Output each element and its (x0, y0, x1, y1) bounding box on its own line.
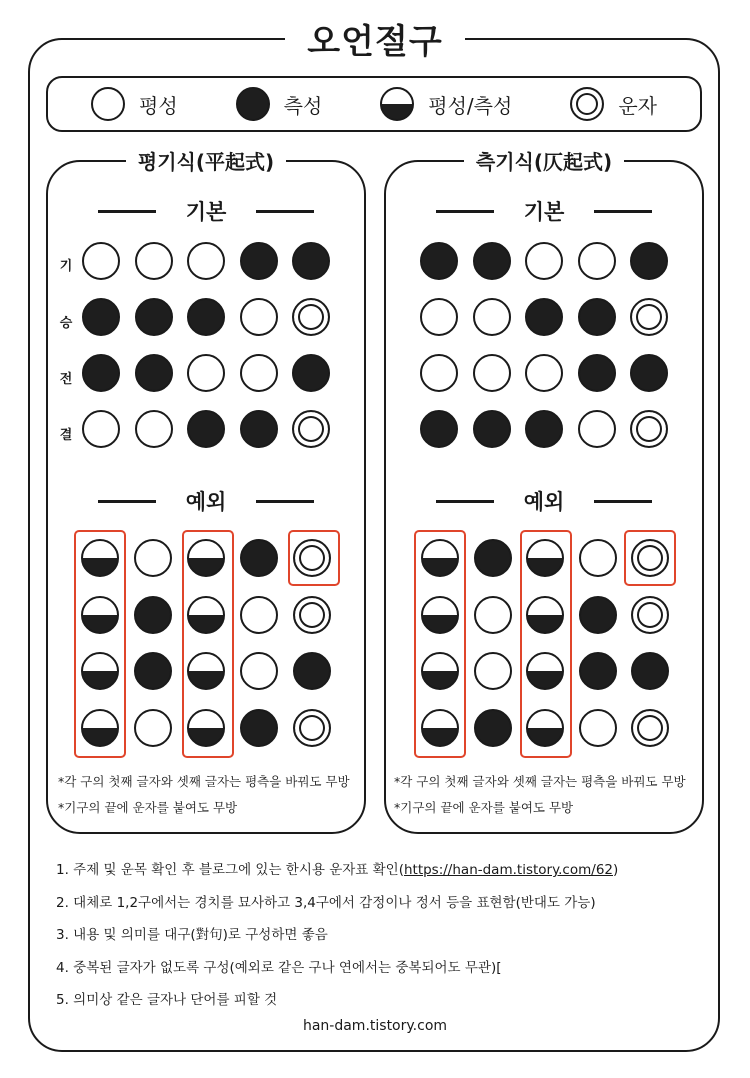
note: *각 구의 첫째 글자와 셋째 글자는 평측을 바꿔도 무방 (58, 774, 350, 789)
ze-circle-icon (134, 652, 172, 690)
rhyme-circle-icon (630, 298, 668, 336)
rhyme-circle-icon (631, 596, 669, 634)
ze-circle-icon (240, 709, 278, 747)
legend-label: 평성 (139, 93, 178, 118)
ze-circle-icon (630, 242, 668, 280)
ze-circle-icon (631, 652, 669, 690)
legend-item-half (380, 87, 512, 121)
half-circle-icon (81, 652, 119, 690)
ze-circle-icon (474, 709, 512, 747)
ping-circle-icon (579, 709, 617, 747)
row-label-gyeol: 결 (59, 428, 73, 443)
ze-circle-icon (525, 410, 563, 448)
ze-circle-icon (578, 354, 616, 392)
panel-title-wrap (48, 146, 364, 175)
rhyme-circle-icon (631, 709, 669, 747)
half-circle-icon (526, 709, 564, 747)
half-circle-icon (526, 539, 564, 577)
ping-circle-icon (474, 596, 512, 634)
legend-label: 평성/측성 (428, 93, 513, 118)
half-circle-icon (81, 596, 119, 634)
ze-circle-icon (473, 242, 511, 280)
ze-circle-icon (292, 242, 330, 280)
ze-circle-icon (187, 410, 225, 448)
row-label-seung: 승 (59, 316, 73, 331)
rule-text: 1. 주제 및 운목 확인 후 블로그에 있는 한시용 운자표 확인( (56, 862, 404, 878)
ping-circle-icon (579, 539, 617, 577)
rhyme-circle-icon (292, 298, 330, 336)
divider-line (256, 500, 314, 503)
ping-circle-icon (187, 354, 225, 392)
half-circle-icon (187, 652, 225, 690)
rhyme-circle-icon (570, 87, 604, 121)
ze-circle-icon (236, 87, 270, 121)
rule-item: 3. 내용 및 의미를 대구(對句)로 구성하면 좋음 (56, 927, 328, 943)
ze-circle-icon (525, 298, 563, 336)
ping-circle-icon (240, 298, 278, 336)
basic-section-title: 기본 (523, 200, 565, 224)
ping-circle-icon (135, 410, 173, 448)
rule-item: 5. 의미상 같은 글자나 단어를 피할 것 (56, 992, 278, 1008)
ping-circle-icon (473, 298, 511, 336)
ping-circle-icon (525, 242, 563, 280)
ze-circle-icon (474, 539, 512, 577)
panel-cheukgi (384, 150, 704, 834)
row-label-gi: 기 (59, 259, 73, 274)
panel-title-wrap (386, 146, 702, 175)
ze-circle-icon (82, 298, 120, 336)
rhyme-circle-icon (292, 410, 330, 448)
legend-item-ping (91, 87, 178, 121)
rule-item (56, 860, 696, 893)
legend (46, 76, 702, 132)
ping-circle-icon (240, 596, 278, 634)
basic-section-title: 기본 (185, 200, 227, 224)
rule-text-after: ) (613, 862, 619, 878)
half-circle-icon (81, 539, 119, 577)
divider-line (436, 500, 494, 503)
legend-item-ze (236, 87, 323, 121)
legend-label: 운자 (618, 93, 657, 118)
ze-circle-icon (292, 354, 330, 392)
divider-line (594, 210, 652, 213)
half-circle-icon (187, 709, 225, 747)
ze-circle-icon (420, 242, 458, 280)
half-circle-icon (187, 596, 225, 634)
ping-circle-icon (135, 242, 173, 280)
rhyme-circle-icon (293, 709, 331, 747)
ping-circle-icon (240, 652, 278, 690)
ze-circle-icon (240, 539, 278, 577)
ping-circle-icon (82, 242, 120, 280)
rhyme-circle-icon (630, 410, 668, 448)
ze-circle-icon (578, 298, 616, 336)
rhyme-circle-icon (631, 539, 669, 577)
divider-line (256, 210, 314, 213)
ping-circle-icon (525, 354, 563, 392)
ping-circle-icon (134, 539, 172, 577)
ze-circle-icon (420, 410, 458, 448)
basic-section-header (386, 196, 702, 226)
ze-circle-icon (135, 298, 173, 336)
ping-circle-icon (474, 652, 512, 690)
divider-line (436, 210, 494, 213)
ze-circle-icon (240, 410, 278, 448)
ping-circle-icon (578, 410, 616, 448)
row-label-jeon: 전 (59, 372, 73, 387)
ping-circle-icon (420, 354, 458, 392)
half-circle-icon (81, 709, 119, 747)
ze-circle-icon (240, 242, 278, 280)
rhyme-circle-icon (293, 539, 331, 577)
rule-item: 2. 대체로 1,2구에서는 경치를 묘사하고 3,4구에서 감정이나 정서 등을 표현함(반대도 가능) (56, 894, 596, 911)
half-circle-icon (421, 652, 459, 690)
rule-item: 4. 중복된 글자가 없도록 구성(예외로 같은 구나 연에서는 중복되어도 무관)[ (56, 959, 502, 976)
note: *기구의 끝에 운자를 붙여도 무방 (58, 800, 238, 815)
rules-list (56, 860, 696, 1023)
half-circle-icon (526, 596, 564, 634)
ze-circle-icon (134, 596, 172, 634)
ze-circle-icon (293, 652, 331, 690)
ping-circle-icon (82, 410, 120, 448)
panel-title: 평기식(平起式) (126, 150, 286, 174)
main-title-wrap (0, 14, 750, 63)
ze-circle-icon (82, 354, 120, 392)
basic-section-header (48, 196, 364, 226)
note: *각 구의 첫째 글자와 셋째 글자는 평측을 바꿔도 무방 (394, 774, 686, 789)
exception-section-title: 예외 (185, 490, 227, 514)
ze-circle-icon (630, 354, 668, 392)
ze-circle-icon (135, 354, 173, 392)
divider-line (98, 210, 156, 213)
blog-link[interactable]: https://han-dam.tistory.com/62 (403, 862, 613, 878)
ze-circle-icon (579, 596, 617, 634)
ping-circle-icon (578, 242, 616, 280)
legend-label: 측성 (283, 93, 323, 118)
half-circle-icon (380, 87, 414, 121)
panel-pinggi (46, 150, 366, 834)
half-circle-icon (421, 596, 459, 634)
exception-section-title: 예외 (523, 490, 565, 514)
ze-circle-icon (187, 298, 225, 336)
half-circle-icon (526, 652, 564, 690)
footer-url: han-dam.tistory.com (302, 1018, 448, 1034)
half-circle-icon (421, 709, 459, 747)
ze-circle-icon (579, 652, 617, 690)
half-circle-icon (421, 539, 459, 577)
ping-circle-icon (187, 242, 225, 280)
note: *기구의 끝에 운자를 붙여도 무방 (394, 800, 574, 815)
rhyme-circle-icon (293, 596, 331, 634)
divider-line (98, 500, 156, 503)
ping-circle-icon (91, 87, 125, 121)
ping-circle-icon (420, 298, 458, 336)
divider-line (594, 500, 652, 503)
page-title: 오언절구 (285, 14, 464, 63)
ze-circle-icon (473, 410, 511, 448)
exception-section-header (386, 486, 702, 516)
exception-section-header (48, 486, 364, 516)
legend-item-rhyme (570, 87, 657, 121)
panel-title: 측기식(仄起式) (464, 150, 624, 174)
half-circle-icon (187, 539, 225, 577)
ping-circle-icon (240, 354, 278, 392)
ping-circle-icon (473, 354, 511, 392)
ping-circle-icon (134, 709, 172, 747)
